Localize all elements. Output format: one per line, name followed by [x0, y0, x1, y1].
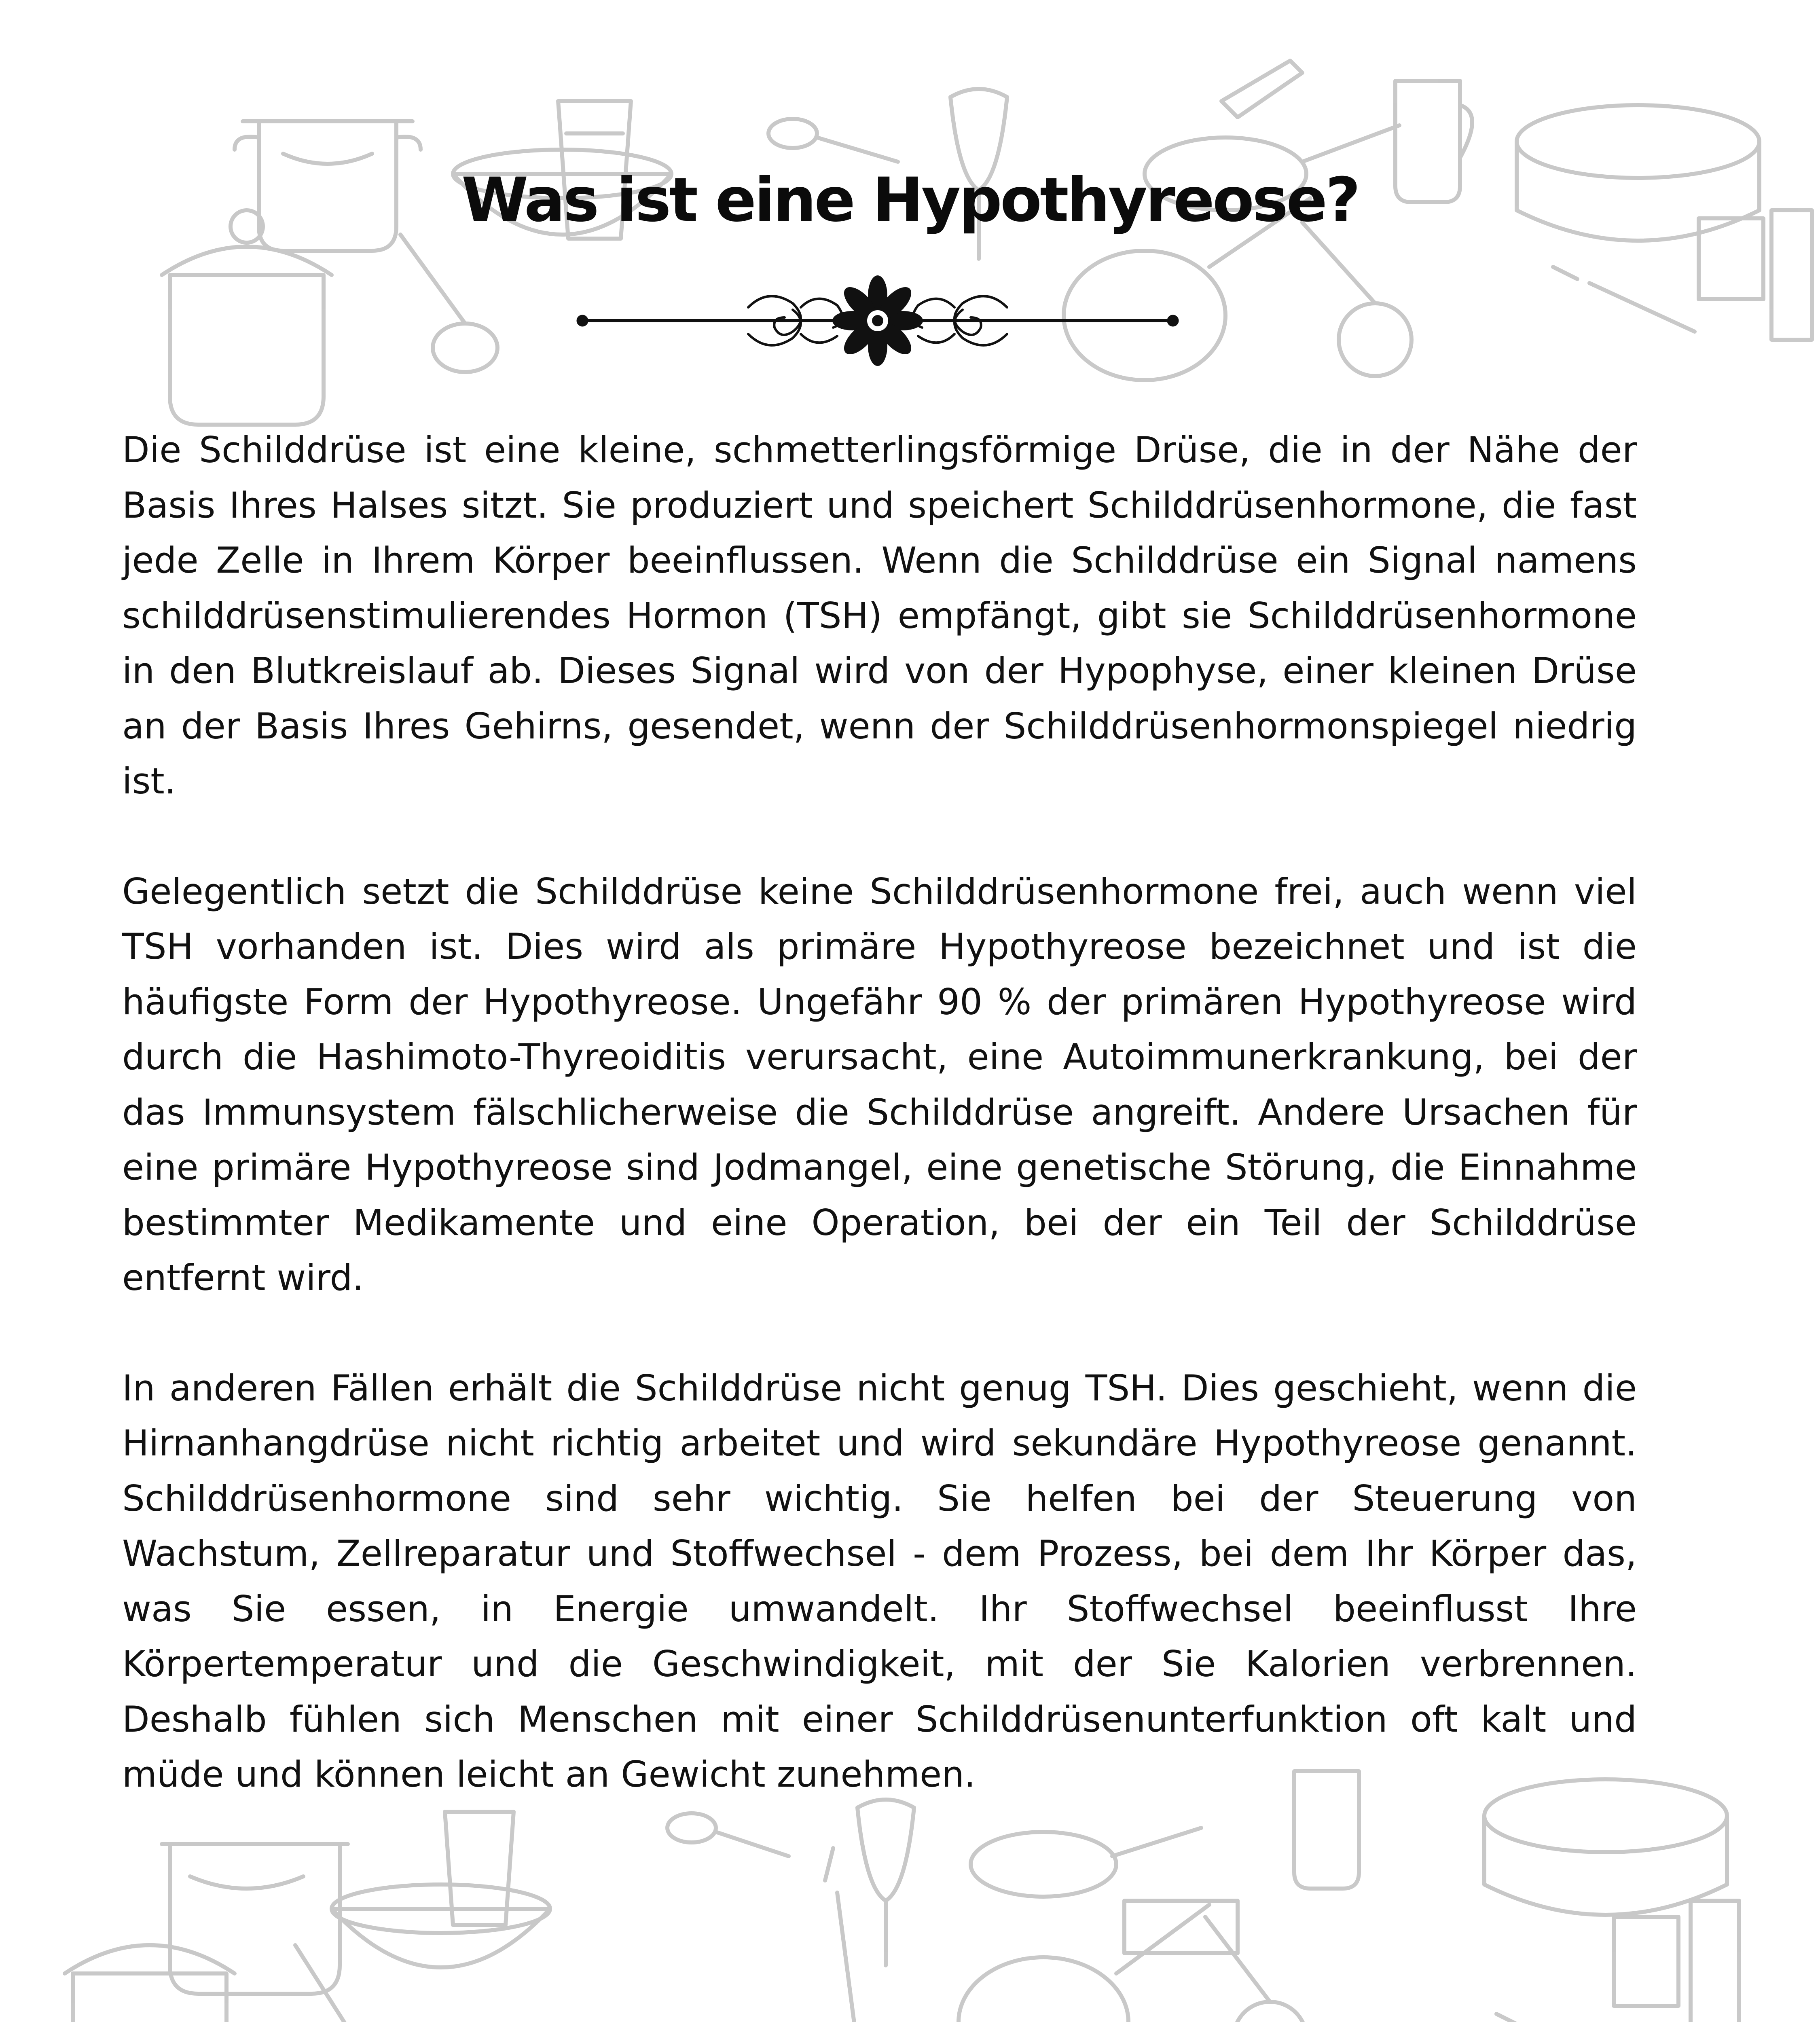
frying-pan-icon-bottom [971, 1828, 1201, 1897]
flourish-divider-icon [558, 263, 1197, 380]
paragraph-1: Die Schilddrüse ist eine kleine, schmetterlingsförmige Drüse, die in der Nähe der Basis Ihres Halses sitzt. Sie produziert und speichert Schilddrüsenhormone, die fast jede Zelle in Ihrem Körper beeinflussen. Wenn die Schilddrüse ein Signal namens schilddrüsenstimulierendes Hormon (TSH) empfängt, gibt sie Schilddrüsenhormone in den Blutkreislauf ab. Dieses Signal wird von der Hypophyse, einer kleinen Drüse an der Basis Ihres Gehirns, gesendet, wenn der Schilddrüsenhormonspiegel niedrig ist. [122, 429, 1637, 802]
skimmer-icon-bottom [1205, 1917, 1306, 2022]
rolling-pin-icon [1553, 267, 1695, 332]
grater-icon-bottom [1691, 1901, 1739, 2022]
rolling-pin-icon-bottom-right [1496, 2014, 1658, 2022]
paragraph-3: In anderen Fällen erhält die Schilddrüse nicht genug TSH. Dies geschieht, wenn die Hirnanhangdrüse nicht richtig arbeitet und wird sekundäre Hypothyreose genannt. Schilddrüsenhormone sind sehr wichtig. Sie helfen bei der Steuerung von Wachstum, Zellreparatur und Stoffwechsel - dem Prozess, bei dem Ihr Körper das, was Sie essen, in Energie umwandelt. Ihr Stoffwechsel beeinflusst Ihre Körpertemperatur und die Geschwindigkeit, mit der Sie Kalorien verbrennen. Deshalb fühlen sich Menschen mit einer Schilddrüsenunterfunktion oft kalt und müde und können leicht an Gewicht zunehmen. [122, 1367, 1637, 1795]
page-title: Was ist eine Hypothyreose? [461, 165, 1359, 235]
skimmer-icon [1302, 222, 1412, 376]
lidded-pot-icon [162, 210, 332, 425]
lidded-pot-icon-bottom [65, 1945, 235, 2022]
slotted-spoon-icon-bottom [959, 1905, 1209, 2022]
body-text [122, 423, 1637, 1802]
pot-icon-bottom [162, 1844, 348, 1994]
calculator-icon-bottom [1614, 1917, 1678, 2006]
bowl-icon-bottom [332, 1885, 550, 1967]
whisk-icon-bottom [857, 1800, 914, 1965]
paragraph-2: Gelegentlich setzt die Schilddrüse keine Schilddrüsenhormone frei, auch wenn viel TSH vorhanden ist. Dies wird als primäre Hypothyreose bezeichnet und ist die häufigste Form der Hypothyreose. Ungefähr 90 % der primären Hypothyreose wird durch die Hashimoto-Thyreoiditis verursacht, eine Autoimmunerkrankung, bei der das Immunsystem fälschlicherweise die Schilddrüse angreift. Andere Ursachen für eine primäre Hypothyreose sind Jodmangel, eine genetische Störung, die Einnahme bestimmter Medikamente und eine Operation, bei der ein Teil der Schilddrüse entfernt wird. [122, 870, 1637, 1299]
spoon-icon-bottom [667, 1813, 789, 1856]
knife-icon [1221, 61, 1302, 117]
spoon-icon [768, 119, 898, 162]
ladle-icon [400, 235, 497, 372]
rolling-pin-icon-bottom [825, 1848, 874, 2022]
